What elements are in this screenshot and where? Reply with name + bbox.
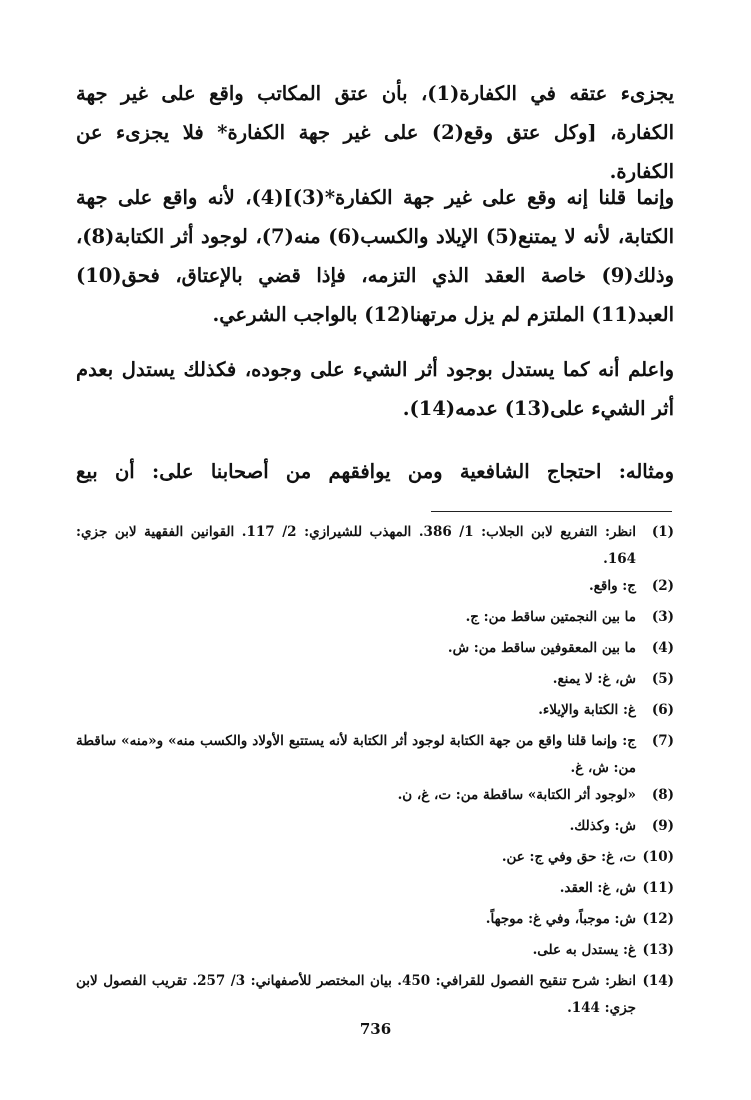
footnote-number: (8): [651, 787, 674, 803]
footnote: [76, 813, 674, 844]
footnote-number: (4): [651, 640, 674, 656]
footnote-text: ت، غ: حق وفي ج: عن.: [501, 849, 636, 865]
footnote-number: (3): [651, 609, 674, 625]
footnote-number: (13): [642, 942, 674, 958]
footnote: [76, 968, 674, 1022]
footnote: [76, 728, 674, 782]
footnotes-list: [76, 519, 674, 1022]
footnote-text: ش: موجباً، وفي غ: موجهاً.: [485, 911, 636, 927]
footnote: [76, 782, 674, 813]
footnote: [76, 573, 674, 604]
footnote-number: (1): [651, 524, 674, 540]
footnote: [76, 604, 674, 635]
footnote-text: غ: يستدل به على.: [532, 942, 636, 958]
footnote-text: ما بين المعقوفين ساقط من: ش.: [447, 640, 636, 656]
footnote: [76, 666, 674, 697]
footnote-text: انظر: التفريع لابن الجلاب: 1/ 386. المهذب للشيرازي: 2/ 117. القوانين الفقهية لابن جزي: 164.: [76, 524, 636, 567]
footnote-text: «لوجود أثر الكتابة» ساقطة من: ت، غ، ن.: [397, 787, 636, 803]
paragraph-3: [76, 350, 674, 428]
footnote-number: (6): [651, 702, 674, 718]
footnote-text: ج: وإنما قلنا واقع من جهة الكتابة لوجود أثر الكتابة لأنه يستتبع الأولاد والكسب منه» و«منه» ساقطة من: ش، غ.: [76, 733, 636, 776]
footnote: [76, 844, 674, 875]
paragraph-2: [76, 178, 674, 334]
paragraph-2-text: وإنما قلنا إنه وقع على غير جهة الكفارة*(3)](4)، لأنه واقع على جهة الكتابة، لأنه لا يمتنع(5) الإيلاد والكسب(6) منه(7)، لوجود أثر الكتابة(8)، وذلك(9) خاصة العقد الذي التزمه، فإذا قضي بالإعتاق، فحق(10) العبد(11) الملتزم لم يزل مرتهنا(12) بالواجب الشرعي.: [76, 186, 674, 326]
footnote-text: ش، غ: العقد.: [559, 880, 636, 896]
footnote-text: ما بين النجمتين ساقط من: ج.: [465, 609, 636, 625]
footnote-text: انظر: شرح تنقيح الفصول للقرافي: 450. بيان المختصر للأصفهاني: 3/ 257. تقريب الفصول لابن جزي: 144.: [76, 973, 637, 1016]
footnote-number: (10): [642, 849, 674, 865]
footnote: [76, 519, 674, 573]
footnote-number: (2): [651, 578, 674, 594]
footnote-number: (7): [651, 733, 674, 749]
footnote-separator: [431, 511, 672, 512]
paragraph-3-text: واعلم أنه كما يستدل بوجود أثر الشيء على وجوده، فكذلك يستدل بعدم أثر الشيء على(13) عدمه(14).: [76, 358, 674, 420]
footnote-text: ش، غ: لا يمنع.: [552, 671, 636, 687]
footnote-text: ج: واقع.: [588, 578, 636, 594]
paragraph-1-text: يجزىء عتقه في الكفارة(1)، بأن عتق المكاتب واقع على غير جهة الكفارة، [وكل عتق وقع(2) على غير جهة الكفارة* فلا يجزىء عن الكفارة.: [76, 82, 674, 183]
footnote-number: (5): [651, 671, 674, 687]
paragraph-4: [76, 452, 674, 491]
footnote-number: (9): [651, 818, 674, 834]
footnote: [76, 875, 674, 906]
paragraph-1: [76, 74, 674, 191]
footnote: [76, 937, 674, 968]
footnote: [76, 697, 674, 728]
footnote-number: (14): [642, 973, 674, 989]
footnote-number: (12): [642, 911, 674, 927]
footnote-text: غ: الكتابة والإيلاء.: [538, 702, 636, 718]
footnote: [76, 635, 674, 666]
paragraph-4-text: ومثاله: احتجاج الشافعية ومن يوافقهم من أصحابنا على: أن بيع: [76, 460, 674, 483]
footnote-text: ش: وكذلك.: [569, 818, 636, 834]
footnote: [76, 906, 674, 937]
page-number: 736: [359, 1020, 392, 1038]
footnote-number: (11): [642, 880, 674, 896]
